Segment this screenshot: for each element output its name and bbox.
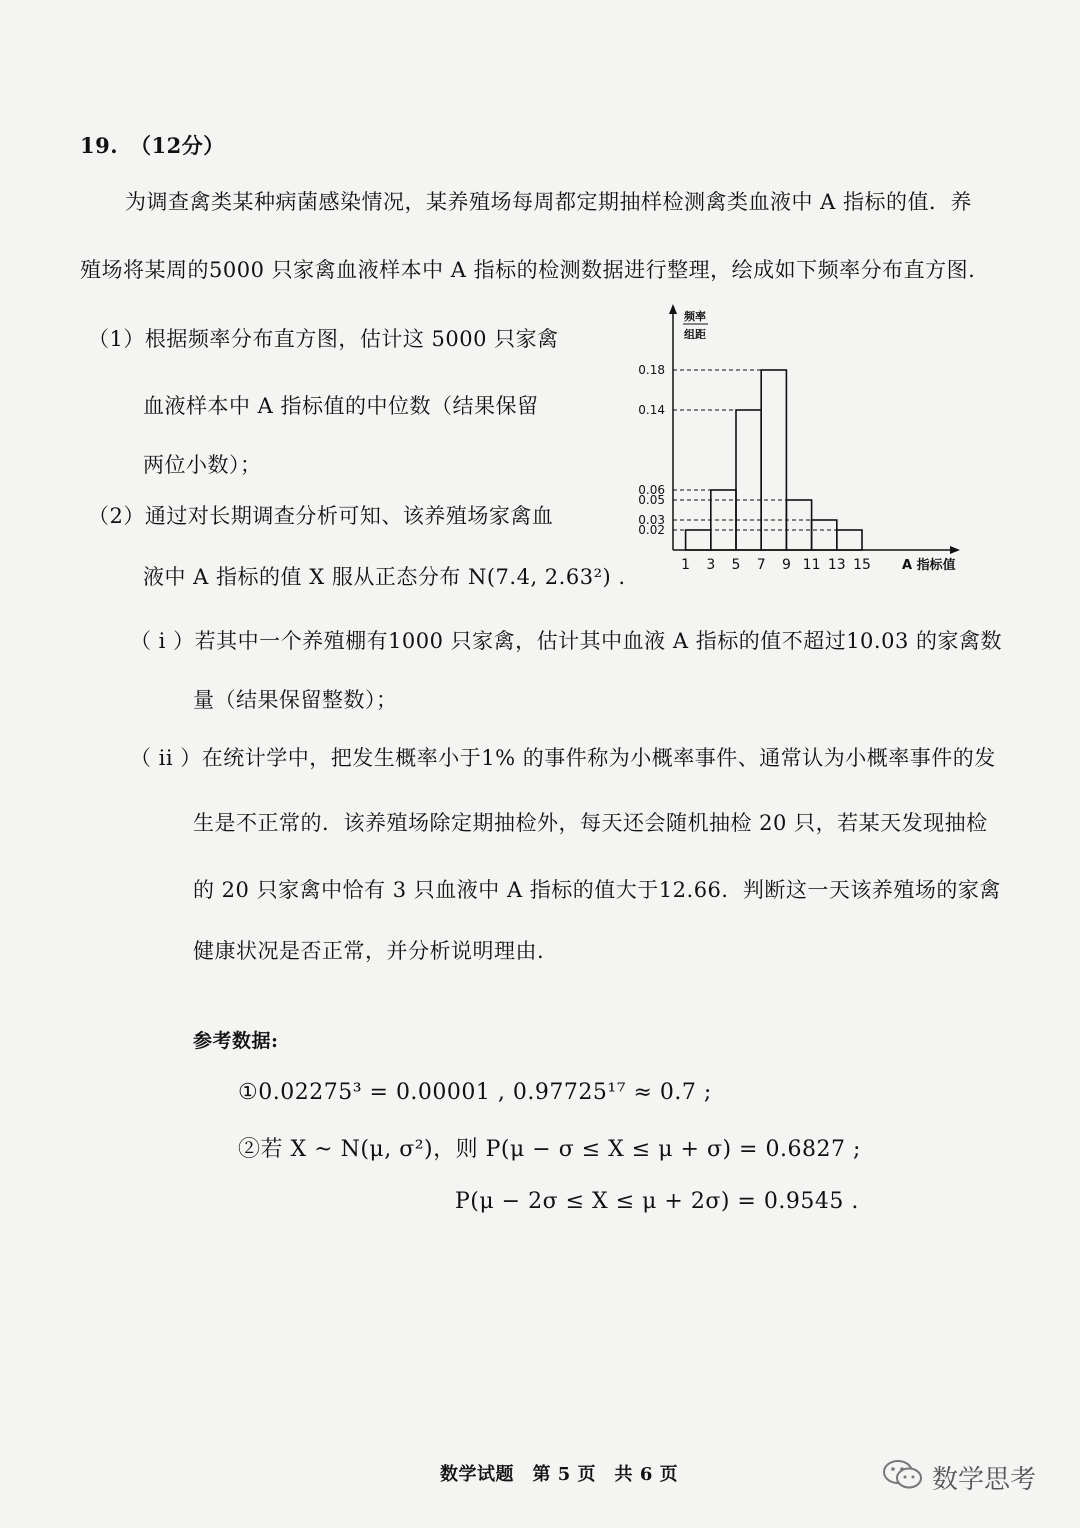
y-tick-label-3: 0.06: [638, 483, 665, 497]
histogram-bar-7: [837, 530, 862, 550]
reference-item-1: ①0.02275³ = 0.00001 , 0.97725¹⁷ ≈ 0.7 ;: [238, 1080, 712, 1105]
x-tick-label-15: 15: [853, 557, 871, 573]
x-axis-arrow: [950, 546, 960, 554]
intro-line-1: 为调查禽类某种病菌感染情况，某养殖场每周都定期抽样检测禽类血液中 A 指标的值．养: [125, 190, 973, 214]
histogram-bar-1: [686, 530, 711, 550]
histogram-bar-4: [761, 370, 786, 550]
watermark-text: 数学思考: [932, 1464, 1037, 1495]
y-tick-label-1: 0.18: [638, 363, 665, 377]
sub-ii-line-3: 的 20 只家禽中恰有 3 只血液中 A 指标的值大于12.66．判断这一天该养殖场的家禽: [193, 878, 1001, 902]
x-tick-label-11: 11: [802, 557, 821, 573]
sub-ii-line-1: （ ii ）在统计学中，把发生概率小于1% 的事件称为小概率事件、通常认为小概率事件的发: [130, 746, 996, 770]
x-tick-label-3: 3: [706, 557, 716, 573]
frequency-histogram: [620, 300, 980, 590]
sub-ii-line-4: 健康状况是否正常，并分析说明理由.: [193, 939, 545, 963]
histogram-bar-5: [786, 500, 811, 550]
y-axis-label-top: 频率: [684, 310, 706, 323]
sub-ii-line-2: 生是不正常的．该养殖场除定期抽检外，每天还会随机抽检 20 只，若某天发现抽检: [193, 811, 988, 835]
x-tick-label-1: 1: [681, 557, 691, 573]
part2-line-2: 液中 A 指标的值 X 服从正态分布 N(7.4, 2.63²) .: [143, 565, 626, 589]
sub-i-line-1: （ i ）若其中一个养殖棚有1000 只家禽，估计其中血液 A 指标的值不超过10.03 的家禽数: [130, 629, 1002, 653]
reference-item-3: P(μ − 2σ ≤ X ≤ μ + 2σ) = 0.9545 .: [455, 1189, 859, 1214]
y-tick-label-4: 0.05: [638, 493, 665, 507]
part1-line-2: 血液样本中 A 指标值的中位数（结果保留: [143, 394, 539, 418]
y-tick-label-5: 0.03: [638, 513, 665, 527]
intro-line-2: 殖场将某周的5000 只家禽血液样本中 A 指标的检测数据进行整理，绘成如下频率分布直方图.: [80, 258, 976, 282]
y-tick-label-6: 0.02: [638, 523, 665, 537]
part2-line-1: （2）通过对长期调查分析可知、该养殖场家禽血: [88, 504, 554, 528]
x-tick-label-7: 7: [756, 557, 766, 573]
part1-line-1: （1）根据频率分布直方图，估计这 5000 只家禽: [88, 327, 559, 351]
page-footer: 数学试题 第 5 页 共 6 页: [440, 1464, 679, 1485]
x-tick-label-13: 13: [827, 557, 846, 573]
histogram-bar-3: [736, 410, 761, 550]
x-tick-label-5: 5: [731, 557, 741, 573]
y-axis-arrow: [669, 304, 677, 314]
watermark: [882, 1458, 1036, 1496]
histogram-bar-6: [812, 520, 837, 550]
sub-i-line-2: 量（结果保留整数）；: [193, 688, 398, 712]
y-tick-label-2: 0.14: [638, 403, 665, 417]
reference-item-2: ②若 X ~ N(μ, σ²)，则 P(μ − σ ≤ X ≤ μ + σ) = 0.6827 ;: [238, 1137, 861, 1162]
part1-line-3: 两位小数）；: [143, 453, 262, 477]
x-tick-label-9: 9: [781, 557, 791, 573]
reference-title: 参考数据:: [193, 1030, 279, 1052]
x-axis-label: A 指标值: [902, 558, 956, 573]
y-axis-label-bottom: 组距: [684, 328, 706, 341]
question-points: （12分）: [130, 133, 225, 158]
wechat-icon: [882, 1458, 924, 1496]
question-number: 19.: [80, 133, 119, 158]
